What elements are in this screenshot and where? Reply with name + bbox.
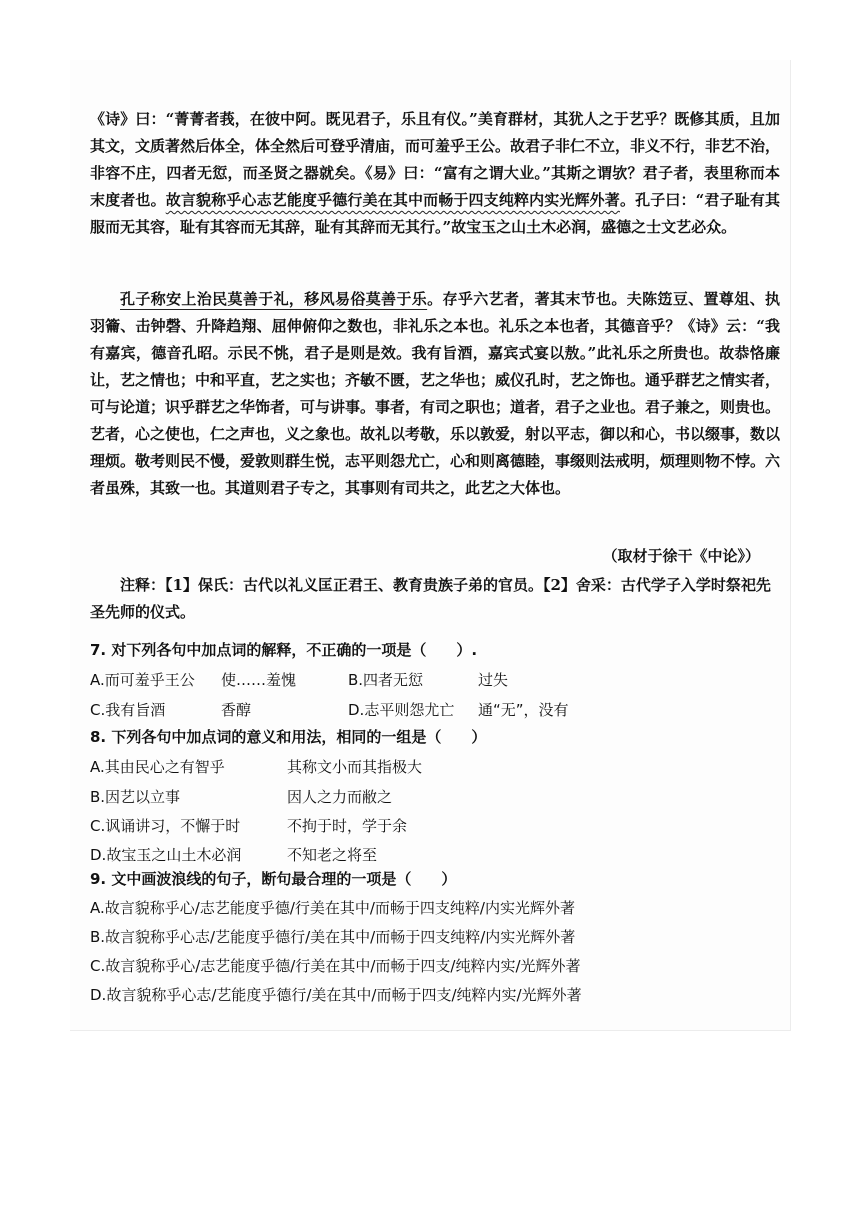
passage-text: 。孔子曰：“君子耻有其服而无其容，耻有其容而无其辞，耻有其辞而无其行。”故宝玉之山土木必润，盛德之士文艺必众。 bbox=[90, 191, 780, 236]
question-9-option-a: A.故言貌称乎心/志艺能度乎德/行美在其中/而畅于四支纯粹/内实光辉外著 bbox=[90, 899, 575, 917]
question-8-option-d: D.故宝玉之山土木必润 bbox=[90, 846, 242, 864]
passage-text: 《诗》曰：“菁菁者莪，在彼中阿。既见君子，乐且有仪。”美育群材，其犹人之于艺乎？既修其质，且加其文，文质著然后体全，体全然后可登乎清庙，而可羞乎王公。故君子非仁不立，非义不行，非艺不治，非容不庄，四者无愆，而圣贤之器就矣。《易》曰：“富有之谓大业。”其斯之谓欤？君子者，表里称而本末度者也。 bbox=[90, 110, 781, 209]
question-7-stem: 7. 对下列各句中加点词的解释，不正确的一项是（ ）. bbox=[90, 641, 478, 659]
question-7-option-a: A.而可羞乎王公 bbox=[90, 671, 195, 689]
question-7-option-c-gloss: 香醇 bbox=[221, 701, 252, 719]
question-9-stem: 9. 文中画波浪线的句子，断句最合理的一项是（ ） bbox=[90, 870, 457, 888]
annotation-note: 注释：【1】保氏：古代以礼义匡正君王、教育贵族子弟的官员。【2】舍采：古代学子入学时祭祀先圣先师的仪式。 bbox=[90, 576, 771, 621]
question-8-option-b: B.因艺以立事 bbox=[90, 788, 181, 806]
question-8-option-c: C.讽诵讲习，不懈于时 bbox=[90, 817, 241, 835]
question-9-option-b: B.故言貌称乎心志/艺能度乎德行/美在其中/而畅于四支纯粹/内实光辉外著 bbox=[90, 928, 576, 946]
question-7-option-b-gloss: 过失 bbox=[478, 671, 509, 689]
question-8-option-a: A.其由民心之有智乎 bbox=[90, 758, 225, 776]
passage-paragraph-2 bbox=[90, 286, 780, 502]
passage-paragraph-1 bbox=[90, 106, 780, 241]
question-7-option-d: D.志平则怨尤亡 bbox=[348, 701, 455, 719]
question-8-option-b-gloss: 因人之力而敝之 bbox=[287, 788, 393, 806]
question-8-option-c-gloss: 不拘于时，学于余 bbox=[287, 817, 408, 835]
question-9-option-c: C.故言貌称乎心/志艺能度乎德/行美在其中/而畅于四支/纯粹内实/光辉外著 bbox=[90, 957, 581, 975]
source-citation: （取材于徐干《中论》） bbox=[602, 547, 760, 565]
question-7-option-a-gloss: 使……羞愧 bbox=[221, 671, 297, 689]
question-7-option-b: B.四者无愆 bbox=[348, 671, 424, 689]
question-7-option-d-gloss: 通“无”，没有 bbox=[478, 701, 569, 719]
passage-text: 。存乎六艺者，著其末节也。夫陈笾豆、置尊俎、执羽籥、击钟磬、升降趋翔、屈伸俯仰之数也，非礼乐之本也。礼乐之本也者，其德音乎？《诗》云：“我有嘉宾，德音孔昭。示民不恌，君子是则是效。我有旨酒，嘉宾式宴以敖。”此礼乐之所贵也。故恭恪廉让，艺之情也；中和平直，艺之实也；齐敏不匮，艺之华也；威仪孔时，艺之饰也。通乎群艺之情实者，可与论道；识乎群艺之华饰者，可与讲事。事者，有司之职也；道者，君子之业也。君子兼之，则贵也。艺者，心之使也，仁之声也，义之象也。故礼以考敬，乐以敦爱，射以平志，御以和心，书以缀事，数以理烦。敬考则民不慢，爱敦则群生悦，志平则怨尤亡，心和则离德睦，事缀则法戒明，烦理则物不悖。六者虽殊，其致一也。其道则君子专之，其事则有司共之，此艺之大体也。 bbox=[90, 290, 781, 497]
question-9-option-d: D.故言貌称乎心志/艺能度乎德行/美在其中/而畅于四支/纯粹内实/光辉外著 bbox=[90, 986, 582, 1004]
question-8-option-a-gloss: 其称文小而其指极大 bbox=[287, 758, 423, 776]
question-8-stem: 8. 下列各句中加点词的意义和用法，相同的一组是（ ） bbox=[90, 728, 487, 746]
question-7-option-c: C.我有旨酒 bbox=[90, 701, 166, 719]
question-8-option-d-gloss: 不知老之将至 bbox=[287, 846, 378, 864]
underlined-sentence: 孔子称安上治民莫善于礼，移风易俗莫善于乐 bbox=[120, 290, 428, 308]
wavy-underlined-sentence: 故言貌称乎心志艺能度乎德行美在其中而畅于四支纯粹内实光辉外著 bbox=[165, 191, 620, 209]
